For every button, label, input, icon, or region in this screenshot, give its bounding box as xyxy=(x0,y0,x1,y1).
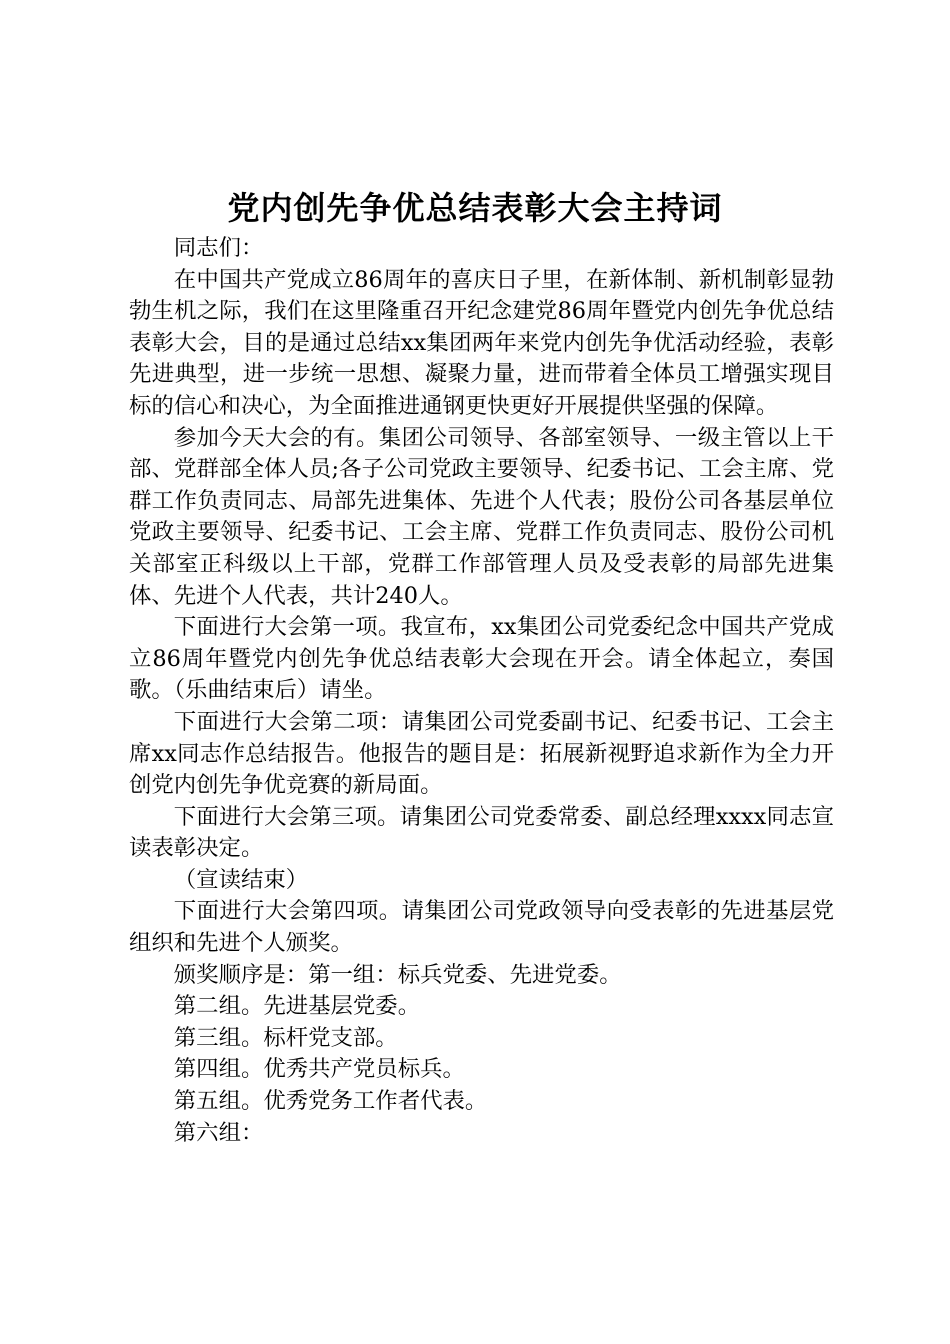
greeting-paragraph: 同志们： xyxy=(173,235,264,261)
agenda-item-2-paragraph: 下面进行大会第二项：请集团公司党委副书记、纪委书记、工会主席xx同志作总结报告。他报告的题目是：拓展新视野追求新作为全力开创党内创先争优竞赛的新局面。 xyxy=(129,708,834,799)
award-group-5-paragraph: 第五组。优秀党务工作者代表。 xyxy=(173,1088,488,1115)
award-group-6-paragraph: 第六组： xyxy=(173,1119,264,1146)
document-body xyxy=(129,233,834,1149)
opening-paragraph: 在中国共产党成立86周年的喜庆日子里，在新体制、新机制彰显勃勃生机之际，我们在这里隆重召开纪念建党86周年暨党内创先争优总结表彰大会，目的是通过总结xx集团两年来党内创先争优活动经验，表彰先进典型，进一步统一思想、凝聚力量，进而带着全体员工增强实现目标的信心和决心，为全面推进通钢更快更好开展提供坚强的保障。 xyxy=(129,266,834,419)
award-group-3-paragraph: 第三组。标杆党支部。 xyxy=(173,1024,398,1051)
award-group-2-paragraph: 第二组。先进基层党委。 xyxy=(173,993,421,1020)
agenda-item-4-paragraph: 下面进行大会第四项。请集团公司党政领导向受表彰的先进基层党组织和先进个人颁奖。 xyxy=(129,898,834,957)
document-title: 党内创先争优总结表彰大会主持词 xyxy=(227,189,723,227)
award-order-paragraph: 颁奖顺序是：第一组：标兵党委、先进党委。 xyxy=(173,961,622,988)
agenda-item-1-paragraph: 下面进行大会第一项。我宣布，xx集团公司党委纪念中国共产党成立86周年暨党内创先争优总结表彰大会现在开会。请全体起立，奏国歌。（乐曲结束后）请坐。 xyxy=(129,614,834,704)
award-group-4-paragraph: 第四组。优秀共产党员标兵。 xyxy=(173,1056,465,1083)
reading-end-paragraph: （宣读结束） xyxy=(173,866,309,893)
agenda-item-3-paragraph: 下面进行大会第三项。请集团公司党委常委、副总经理xxxx同志宣读表彰决定。 xyxy=(129,803,834,862)
attendees-paragraph: 参加今天大会的有。集团公司领导、各部室领导、一级主管以上干部、党群部全体人员;各子公司党政主要领导、纪委书记、工会主席、党群工作负责同志、局部先进集体、先进个人代表；股份公司各基层单位党政主要领导、纪委书记、工会主席、党群工作负责同志、股份公司机关部室正科级以上干部，党群工作部管理人员及受表彰的局部先进集体、先进个人代表，共计240人。 xyxy=(129,424,834,609)
